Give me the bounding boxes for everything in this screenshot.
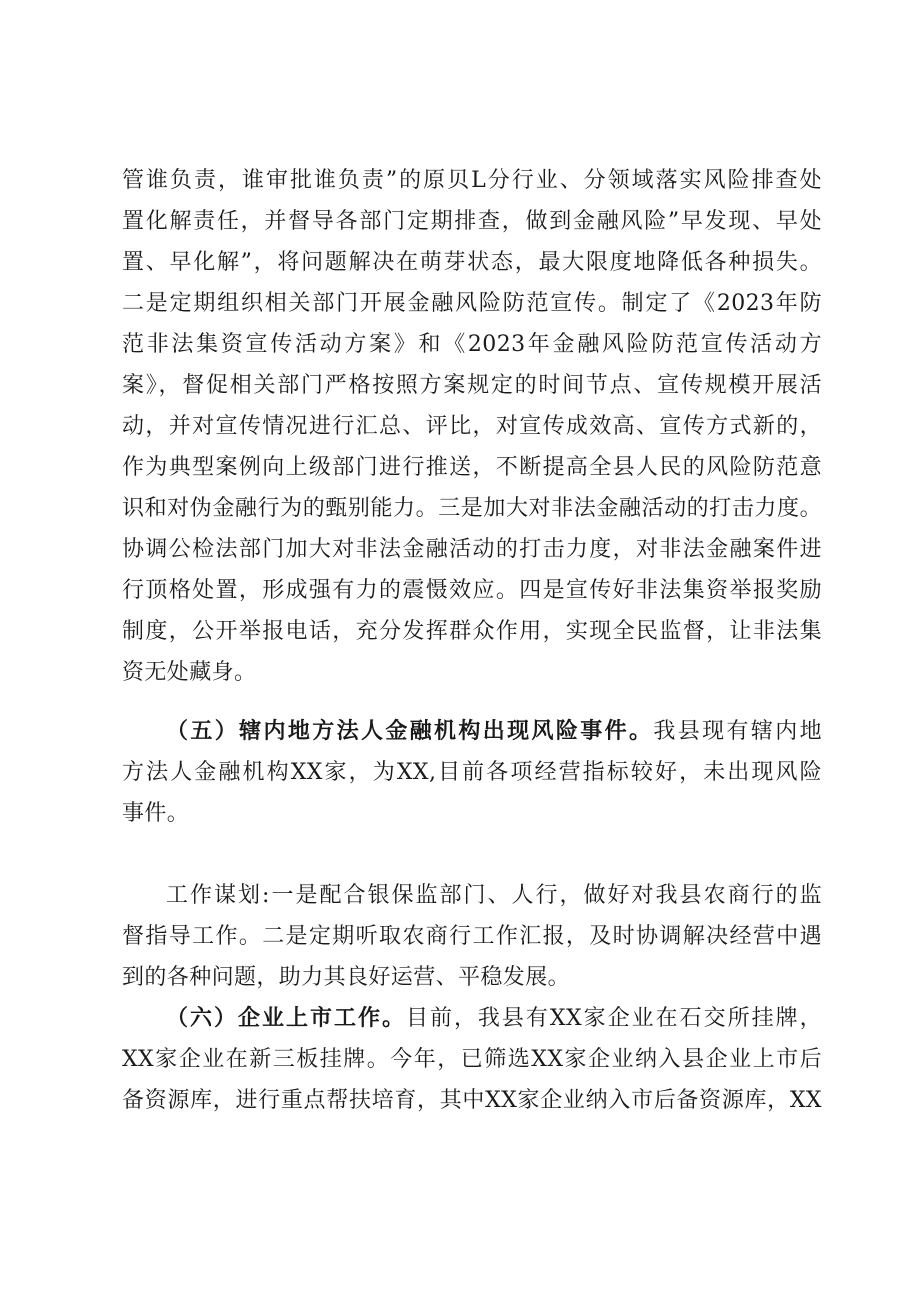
text-line: 方法人金融机构XX家，为XX,目前各项经营指标较好，未出现风险: [122, 760, 822, 785]
text-line: 动，并对宣传情况进行汇总、评比，对宣传成效高、宣传方式新的，: [122, 414, 822, 439]
text-line: 管谁负责，谁审批谁负责”的原贝L分行业、分领域落实风险排查处: [122, 168, 822, 193]
text-line: 案》，督促相关部门严格按照方案规定的时间节点、宣传规模开展活: [122, 373, 822, 398]
paragraph-work-plan: [122, 875, 822, 998]
text-line: [122, 998, 822, 1039]
text-line: 事件。: [122, 801, 190, 826]
text-line: XX家企业在新三板挂牌。今年，已筛选XX家企业纳入县企业上市后: [122, 1047, 822, 1072]
text-line: 作为典型案例向上级部门进行推送，不断提高全县人民的风险防范意: [122, 455, 822, 480]
text-line: 范非法集资宣传活动方案》和《2023年金融风险防范宣传活动方: [122, 332, 822, 357]
text-line: 识和对伪金融行为的甄别能力。三是加大对非法金融活动的打击力度。: [122, 496, 822, 521]
text-line: 工作谋划:一是配合银保监部门、人行，做好对我县农商行的监: [166, 883, 822, 908]
paragraph-risk-prevention: [122, 160, 822, 693]
text-line: 备资源库，进行重点帮扶培育，其中XX家企业纳入市后备资源库，XX: [122, 1088, 822, 1113]
text-line: 置、早化解”，将问题解决在萌芽状态，最大限度地降低各种损失。: [122, 250, 822, 275]
section-heading: （五）辖内地方法人金融机构出现风险事件。: [166, 718, 654, 744]
paragraph-enterprise-listing: [122, 998, 822, 1121]
text-line: 督指导工作。二是定期听取农商行工作汇报，及时协调解决经营中遇: [122, 924, 822, 949]
text-line: 二是定期组织相关部门开展金融风险防范宣传。制定了《2023年防: [122, 291, 822, 316]
paragraph-local-institutions: [122, 711, 822, 834]
text-line: 资无处藏身。: [122, 660, 257, 685]
text-line: 行顶格处置，形成强有力的震慑效应。四是宣传好非法集资举报奖励: [122, 578, 822, 603]
text-line: [122, 711, 822, 752]
text-line: 置化解责任，并督导各部门定期排查，做到金融风险”早发现、早处: [122, 209, 822, 234]
text-line: 制度，公开举报电话，充分发挥群众作用，实现全民监督，让非法集: [122, 619, 822, 644]
text-line: 到的各种问题，助力其良好运营、平稳发展。: [122, 965, 571, 990]
text-span: 目前，我县有XX家企业在石交所挂牌，: [405, 1006, 822, 1031]
section-heading: （六）企业上市工作。: [166, 1005, 406, 1031]
text-span: 我县现有辖内地: [653, 719, 822, 744]
text-line: 协调公检法部门加大对非法金融活动的打击力度，对非法金融案件进: [122, 537, 822, 562]
